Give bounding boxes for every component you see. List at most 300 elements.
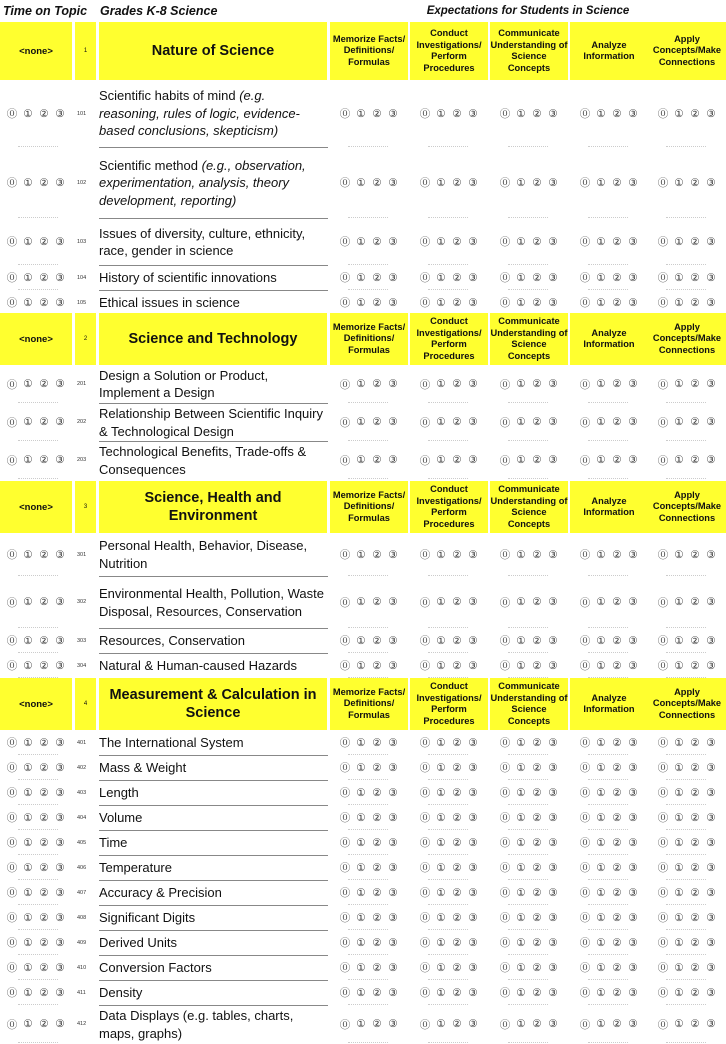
rating-option-3[interactable]: ③ [55, 235, 65, 248]
rating-option-1[interactable]: ① [436, 1018, 446, 1030]
rating-option-2[interactable]: ② [39, 235, 49, 248]
rating-option-2[interactable]: ② [452, 235, 462, 248]
rating-option-3[interactable]: ③ [706, 811, 716, 824]
rating-option-1[interactable]: ① [356, 176, 366, 189]
rating-option-3[interactable]: ③ [468, 271, 478, 284]
rating-option-1[interactable]: ① [596, 176, 606, 189]
rating-option-0[interactable]: ⓪ [657, 236, 669, 248]
rating-option-1[interactable]: ① [596, 811, 606, 824]
rating-option-1[interactable]: ① [436, 548, 446, 561]
rating-option-1[interactable]: ① [674, 936, 684, 949]
rating-option-1[interactable]: ① [516, 761, 526, 774]
rating-option-0[interactable]: ⓪ [499, 1018, 511, 1031]
rating-option-1[interactable]: ① [356, 1018, 366, 1030]
rating-option-0[interactable]: ⓪ [6, 762, 18, 774]
rating-option-1[interactable]: ① [596, 659, 606, 672]
rating-option-3[interactable]: ③ [628, 176, 638, 189]
rating-option-1[interactable]: ① [596, 107, 606, 120]
rating-option-2[interactable]: ② [690, 936, 700, 949]
rating-option-2[interactable]: ② [532, 811, 542, 824]
rating-option-3[interactable]: ③ [706, 911, 716, 924]
rating-option-3[interactable]: ③ [706, 454, 716, 466]
rating-option-1[interactable]: ① [356, 736, 366, 749]
rating-option-2[interactable]: ② [532, 1018, 542, 1030]
rating-option-0[interactable]: ⓪ [419, 737, 431, 749]
rating-option-3[interactable]: ③ [706, 761, 716, 774]
rating-option-0[interactable]: ⓪ [6, 812, 18, 824]
rating-option-1[interactable]: ① [356, 911, 366, 924]
rating-option-2[interactable]: ② [452, 454, 462, 466]
rating-option-3[interactable]: ③ [468, 416, 478, 428]
rating-option-2[interactable]: ② [612, 271, 622, 284]
rating-option-0[interactable]: ⓪ [339, 416, 351, 429]
rating-option-3[interactable]: ③ [388, 107, 398, 120]
rating-option-2[interactable]: ② [39, 936, 49, 949]
rating-option-0[interactable]: ⓪ [499, 812, 511, 824]
rating-option-2[interactable]: ② [690, 176, 700, 189]
rating-option-0[interactable]: ⓪ [339, 962, 351, 974]
rating-option-3[interactable]: ③ [548, 761, 558, 774]
rating-option-3[interactable]: ③ [388, 378, 398, 390]
rating-option-2[interactable]: ② [532, 986, 542, 999]
rating-option-1[interactable]: ① [596, 911, 606, 924]
rating-option-3[interactable]: ③ [388, 296, 398, 309]
rating-option-3[interactable]: ③ [628, 659, 638, 672]
rating-option-2[interactable]: ② [690, 416, 700, 428]
rating-option-0[interactable]: ⓪ [499, 108, 511, 120]
rating-option-1[interactable]: ① [356, 961, 366, 974]
rating-option-3[interactable]: ③ [388, 634, 398, 647]
rating-option-2[interactable]: ② [690, 378, 700, 390]
rating-option-3[interactable]: ③ [55, 454, 65, 466]
rating-option-1[interactable]: ① [516, 736, 526, 749]
rating-option-2[interactable]: ② [532, 761, 542, 774]
rating-option-1[interactable]: ① [516, 936, 526, 949]
rating-option-2[interactable]: ② [690, 659, 700, 672]
rating-option-3[interactable]: ③ [548, 936, 558, 949]
rating-option-3[interactable]: ③ [55, 378, 65, 390]
rating-option-3[interactable]: ③ [548, 736, 558, 749]
rating-option-1[interactable]: ① [674, 634, 684, 647]
rating-option-3[interactable]: ③ [706, 596, 716, 608]
rating-option-0[interactable]: ⓪ [6, 236, 18, 248]
rating-option-0[interactable]: ⓪ [579, 912, 591, 924]
rating-option-2[interactable]: ② [612, 861, 622, 874]
rating-option-2[interactable]: ② [612, 416, 622, 428]
rating-option-3[interactable]: ③ [55, 176, 65, 189]
rating-option-2[interactable]: ② [372, 659, 382, 672]
rating-option-0[interactable]: ⓪ [657, 596, 669, 609]
rating-option-2[interactable]: ② [690, 911, 700, 924]
rating-option-0[interactable]: ⓪ [499, 236, 511, 248]
rating-option-3[interactable]: ③ [468, 596, 478, 608]
rating-option-1[interactable]: ① [356, 936, 366, 949]
rating-option-0[interactable]: ⓪ [579, 737, 591, 749]
rating-option-0[interactable]: ⓪ [339, 862, 351, 874]
rating-option-2[interactable]: ② [39, 886, 49, 899]
rating-option-0[interactable]: ⓪ [499, 272, 511, 284]
rating-option-3[interactable]: ③ [628, 986, 638, 999]
rating-option-0[interactable]: ⓪ [579, 1018, 591, 1031]
rating-option-2[interactable]: ② [690, 548, 700, 561]
rating-option-2[interactable]: ② [372, 107, 382, 120]
rating-option-1[interactable]: ① [596, 961, 606, 974]
rating-option-3[interactable]: ③ [628, 736, 638, 749]
rating-option-0[interactable]: ⓪ [579, 596, 591, 609]
rating-option-2[interactable]: ② [612, 1018, 622, 1030]
rating-option-1[interactable]: ① [23, 886, 33, 899]
rating-option-3[interactable]: ③ [548, 416, 558, 428]
rating-option-3[interactable]: ③ [468, 886, 478, 899]
rating-option-1[interactable]: ① [516, 911, 526, 924]
rating-option-2[interactable]: ② [452, 296, 462, 309]
rating-option-1[interactable]: ① [516, 107, 526, 120]
rating-option-0[interactable]: ⓪ [657, 887, 669, 899]
rating-option-0[interactable]: ⓪ [579, 416, 591, 429]
rating-option-2[interactable]: ② [39, 271, 49, 284]
rating-option-2[interactable]: ② [39, 176, 49, 189]
rating-option-2[interactable]: ② [532, 886, 542, 899]
rating-option-2[interactable]: ② [39, 454, 49, 466]
rating-option-0[interactable]: ⓪ [579, 987, 591, 999]
rating-option-3[interactable]: ③ [388, 836, 398, 849]
rating-option-1[interactable]: ① [596, 296, 606, 309]
rating-option-2[interactable]: ② [612, 786, 622, 799]
rating-option-3[interactable]: ③ [548, 861, 558, 874]
rating-option-3[interactable]: ③ [388, 176, 398, 189]
rating-option-0[interactable]: ⓪ [419, 837, 431, 849]
rating-option-0[interactable]: ⓪ [657, 737, 669, 749]
rating-option-1[interactable]: ① [516, 836, 526, 849]
rating-option-0[interactable]: ⓪ [579, 660, 591, 672]
rating-option-1[interactable]: ① [516, 271, 526, 284]
rating-option-3[interactable]: ③ [468, 786, 478, 799]
rating-option-2[interactable]: ② [39, 596, 49, 608]
rating-option-1[interactable]: ① [516, 1018, 526, 1030]
rating-option-1[interactable]: ① [516, 454, 526, 466]
rating-option-1[interactable]: ① [674, 811, 684, 824]
rating-option-1[interactable]: ① [356, 107, 366, 120]
rating-option-2[interactable]: ② [452, 961, 462, 974]
rating-option-1[interactable]: ① [596, 761, 606, 774]
rating-option-1[interactable]: ① [23, 761, 33, 774]
rating-option-0[interactable]: ⓪ [499, 837, 511, 849]
rating-option-3[interactable]: ③ [628, 548, 638, 561]
rating-option-3[interactable]: ③ [706, 659, 716, 672]
rating-option-2[interactable]: ② [372, 271, 382, 284]
rating-option-0[interactable]: ⓪ [419, 660, 431, 672]
rating-option-1[interactable]: ① [674, 378, 684, 390]
rating-option-2[interactable]: ② [690, 886, 700, 899]
rating-option-0[interactable]: ⓪ [579, 937, 591, 949]
rating-option-3[interactable]: ③ [628, 296, 638, 309]
rating-option-2[interactable]: ② [39, 861, 49, 874]
rating-option-3[interactable]: ③ [628, 761, 638, 774]
rating-option-1[interactable]: ① [356, 761, 366, 774]
rating-option-3[interactable]: ③ [706, 271, 716, 284]
rating-option-0[interactable]: ⓪ [6, 987, 18, 999]
rating-option-2[interactable]: ② [372, 176, 382, 189]
rating-option-2[interactable]: ② [532, 861, 542, 874]
rating-option-3[interactable]: ③ [388, 416, 398, 428]
rating-option-0[interactable]: ⓪ [499, 912, 511, 924]
rating-option-3[interactable]: ③ [388, 271, 398, 284]
rating-option-0[interactable]: ⓪ [579, 236, 591, 248]
rating-option-0[interactable]: ⓪ [499, 862, 511, 874]
rating-option-3[interactable]: ③ [388, 1018, 398, 1030]
rating-option-0[interactable]: ⓪ [6, 177, 18, 189]
rating-option-0[interactable]: ⓪ [579, 272, 591, 284]
rating-option-3[interactable]: ③ [388, 886, 398, 899]
rating-option-1[interactable]: ① [356, 596, 366, 608]
rating-option-3[interactable]: ③ [548, 596, 558, 608]
rating-option-2[interactable]: ② [372, 936, 382, 949]
rating-option-1[interactable]: ① [674, 911, 684, 924]
rating-option-1[interactable]: ① [516, 416, 526, 428]
rating-option-0[interactable]: ⓪ [499, 937, 511, 949]
rating-option-3[interactable]: ③ [628, 911, 638, 924]
rating-option-3[interactable]: ③ [388, 235, 398, 248]
rating-option-1[interactable]: ① [356, 634, 366, 647]
rating-option-2[interactable]: ② [39, 634, 49, 647]
rating-option-1[interactable]: ① [674, 736, 684, 749]
rating-option-0[interactable]: ⓪ [419, 912, 431, 924]
rating-option-2[interactable]: ② [452, 811, 462, 824]
rating-option-3[interactable]: ③ [55, 986, 65, 999]
rating-option-2[interactable]: ② [39, 1018, 49, 1030]
rating-option-2[interactable]: ② [690, 271, 700, 284]
time-none-cell[interactable]: <none> [0, 22, 72, 80]
rating-option-3[interactable]: ③ [628, 378, 638, 390]
rating-option-0[interactable]: ⓪ [339, 837, 351, 849]
rating-option-0[interactable]: ⓪ [6, 962, 18, 974]
rating-option-0[interactable]: ⓪ [419, 962, 431, 974]
rating-option-0[interactable]: ⓪ [339, 912, 351, 924]
rating-option-0[interactable]: ⓪ [419, 454, 431, 467]
rating-option-0[interactable]: ⓪ [579, 108, 591, 120]
rating-option-0[interactable]: ⓪ [6, 272, 18, 284]
rating-option-1[interactable]: ① [356, 454, 366, 466]
rating-option-0[interactable]: ⓪ [499, 549, 511, 561]
rating-option-2[interactable]: ② [612, 986, 622, 999]
rating-option-3[interactable]: ③ [706, 296, 716, 309]
rating-option-2[interactable]: ② [532, 235, 542, 248]
rating-option-2[interactable]: ② [532, 659, 542, 672]
rating-option-1[interactable]: ① [23, 416, 33, 428]
rating-option-1[interactable]: ① [674, 454, 684, 466]
rating-option-0[interactable]: ⓪ [657, 660, 669, 672]
rating-option-0[interactable]: ⓪ [339, 236, 351, 248]
rating-option-0[interactable]: ⓪ [339, 812, 351, 824]
rating-option-1[interactable]: ① [436, 811, 446, 824]
rating-option-2[interactable]: ② [452, 659, 462, 672]
rating-option-3[interactable]: ③ [468, 548, 478, 561]
rating-option-2[interactable]: ② [612, 378, 622, 390]
rating-option-1[interactable]: ① [516, 596, 526, 608]
rating-option-0[interactable]: ⓪ [339, 1018, 351, 1031]
rating-option-2[interactable]: ② [532, 107, 542, 120]
rating-option-1[interactable]: ① [596, 786, 606, 799]
rating-option-3[interactable]: ③ [55, 416, 65, 428]
rating-option-2[interactable]: ② [39, 911, 49, 924]
rating-option-1[interactable]: ① [23, 235, 33, 248]
rating-option-3[interactable]: ③ [55, 936, 65, 949]
rating-option-0[interactable]: ⓪ [499, 378, 511, 391]
rating-option-1[interactable]: ① [674, 1018, 684, 1030]
rating-option-0[interactable]: ⓪ [6, 887, 18, 899]
rating-option-1[interactable]: ① [23, 811, 33, 824]
rating-option-2[interactable]: ② [372, 548, 382, 561]
rating-option-3[interactable]: ③ [548, 786, 558, 799]
rating-option-2[interactable]: ② [690, 736, 700, 749]
rating-option-1[interactable]: ① [674, 861, 684, 874]
rating-option-3[interactable]: ③ [548, 454, 558, 466]
rating-option-0[interactable]: ⓪ [657, 987, 669, 999]
rating-option-2[interactable]: ② [372, 911, 382, 924]
rating-option-1[interactable]: ① [674, 235, 684, 248]
rating-option-1[interactable]: ① [436, 911, 446, 924]
rating-option-1[interactable]: ① [596, 271, 606, 284]
rating-option-2[interactable]: ② [452, 836, 462, 849]
rating-option-3[interactable]: ③ [628, 961, 638, 974]
rating-option-2[interactable]: ② [39, 836, 49, 849]
rating-option-1[interactable]: ① [674, 961, 684, 974]
rating-option-1[interactable]: ① [23, 1018, 33, 1030]
rating-option-0[interactable]: ⓪ [419, 416, 431, 429]
rating-option-3[interactable]: ③ [55, 836, 65, 849]
rating-option-3[interactable]: ③ [388, 936, 398, 949]
rating-option-2[interactable]: ② [612, 886, 622, 899]
rating-option-3[interactable]: ③ [628, 454, 638, 466]
rating-option-3[interactable]: ③ [55, 548, 65, 561]
rating-option-0[interactable]: ⓪ [579, 177, 591, 189]
rating-option-0[interactable]: ⓪ [499, 762, 511, 774]
rating-option-2[interactable]: ② [39, 761, 49, 774]
rating-option-0[interactable]: ⓪ [6, 635, 18, 647]
rating-option-3[interactable]: ③ [706, 416, 716, 428]
rating-option-1[interactable]: ① [436, 296, 446, 309]
rating-option-3[interactable]: ③ [628, 271, 638, 284]
rating-option-0[interactable]: ⓪ [339, 762, 351, 774]
rating-option-2[interactable]: ② [612, 548, 622, 561]
rating-option-3[interactable]: ③ [706, 786, 716, 799]
rating-option-3[interactable]: ③ [388, 986, 398, 999]
rating-option-3[interactable]: ③ [548, 548, 558, 561]
rating-option-3[interactable]: ③ [706, 235, 716, 248]
rating-option-0[interactable]: ⓪ [657, 837, 669, 849]
rating-option-3[interactable]: ③ [55, 296, 65, 309]
rating-option-1[interactable]: ① [436, 235, 446, 248]
rating-option-2[interactable]: ② [612, 634, 622, 647]
rating-option-0[interactable]: ⓪ [339, 787, 351, 799]
rating-option-1[interactable]: ① [436, 634, 446, 647]
rating-option-2[interactable]: ② [452, 911, 462, 924]
rating-option-0[interactable]: ⓪ [579, 787, 591, 799]
rating-option-2[interactable]: ② [612, 107, 622, 120]
rating-option-3[interactable]: ③ [548, 986, 558, 999]
rating-option-1[interactable]: ① [23, 634, 33, 647]
rating-option-2[interactable]: ② [690, 1018, 700, 1030]
time-none-cell[interactable]: <none> [0, 481, 72, 533]
rating-option-0[interactable]: ⓪ [419, 236, 431, 248]
rating-option-1[interactable]: ① [23, 986, 33, 999]
rating-option-1[interactable]: ① [596, 736, 606, 749]
rating-option-3[interactable]: ③ [548, 634, 558, 647]
rating-option-1[interactable]: ① [436, 761, 446, 774]
rating-option-1[interactable]: ① [23, 548, 33, 561]
rating-option-2[interactable]: ② [690, 235, 700, 248]
rating-option-2[interactable]: ② [452, 936, 462, 949]
rating-option-0[interactable]: ⓪ [657, 635, 669, 647]
rating-option-2[interactable]: ② [532, 296, 542, 309]
rating-option-0[interactable]: ⓪ [339, 660, 351, 672]
rating-option-0[interactable]: ⓪ [419, 812, 431, 824]
rating-option-0[interactable]: ⓪ [339, 737, 351, 749]
rating-option-3[interactable]: ③ [548, 378, 558, 390]
rating-option-1[interactable]: ① [436, 786, 446, 799]
rating-option-3[interactable]: ③ [388, 736, 398, 749]
rating-option-1[interactable]: ① [596, 1018, 606, 1030]
rating-option-2[interactable]: ② [690, 634, 700, 647]
rating-option-0[interactable]: ⓪ [419, 549, 431, 561]
rating-option-3[interactable]: ③ [388, 548, 398, 561]
rating-option-1[interactable]: ① [436, 596, 446, 608]
rating-option-3[interactable]: ③ [706, 886, 716, 899]
rating-option-2[interactable]: ② [532, 176, 542, 189]
rating-option-1[interactable]: ① [23, 107, 33, 120]
rating-option-3[interactable]: ③ [628, 107, 638, 120]
rating-option-0[interactable]: ⓪ [419, 378, 431, 391]
rating-option-3[interactable]: ③ [55, 659, 65, 672]
rating-option-2[interactable]: ② [372, 634, 382, 647]
rating-option-2[interactable]: ② [532, 271, 542, 284]
rating-option-1[interactable]: ① [596, 986, 606, 999]
rating-option-2[interactable]: ② [612, 811, 622, 824]
rating-option-2[interactable]: ② [39, 296, 49, 309]
rating-option-1[interactable]: ① [436, 886, 446, 899]
rating-option-3[interactable]: ③ [55, 886, 65, 899]
rating-option-3[interactable]: ③ [468, 936, 478, 949]
rating-option-2[interactable]: ② [532, 736, 542, 749]
rating-option-2[interactable]: ② [372, 786, 382, 799]
rating-option-2[interactable]: ② [372, 378, 382, 390]
rating-option-3[interactable]: ③ [388, 911, 398, 924]
rating-option-0[interactable]: ⓪ [499, 177, 511, 189]
rating-option-1[interactable]: ① [23, 836, 33, 849]
rating-option-1[interactable]: ① [674, 596, 684, 608]
rating-option-0[interactable]: ⓪ [579, 762, 591, 774]
rating-option-1[interactable]: ① [516, 659, 526, 672]
rating-option-3[interactable]: ③ [468, 861, 478, 874]
rating-option-0[interactable]: ⓪ [657, 108, 669, 120]
rating-option-1[interactable]: ① [23, 378, 33, 390]
rating-option-3[interactable]: ③ [548, 659, 558, 672]
rating-option-1[interactable]: ① [436, 736, 446, 749]
rating-option-0[interactable]: ⓪ [419, 177, 431, 189]
rating-option-0[interactable]: ⓪ [6, 737, 18, 749]
rating-option-1[interactable]: ① [356, 986, 366, 999]
rating-option-0[interactable]: ⓪ [579, 962, 591, 974]
rating-option-0[interactable]: ⓪ [6, 787, 18, 799]
rating-option-1[interactable]: ① [674, 761, 684, 774]
rating-option-3[interactable]: ③ [388, 454, 398, 466]
rating-option-2[interactable]: ② [372, 886, 382, 899]
rating-option-3[interactable]: ③ [388, 961, 398, 974]
rating-option-3[interactable]: ③ [55, 107, 65, 120]
rating-option-0[interactable]: ⓪ [419, 1018, 431, 1031]
rating-option-1[interactable]: ① [436, 378, 446, 390]
rating-option-3[interactable]: ③ [548, 911, 558, 924]
